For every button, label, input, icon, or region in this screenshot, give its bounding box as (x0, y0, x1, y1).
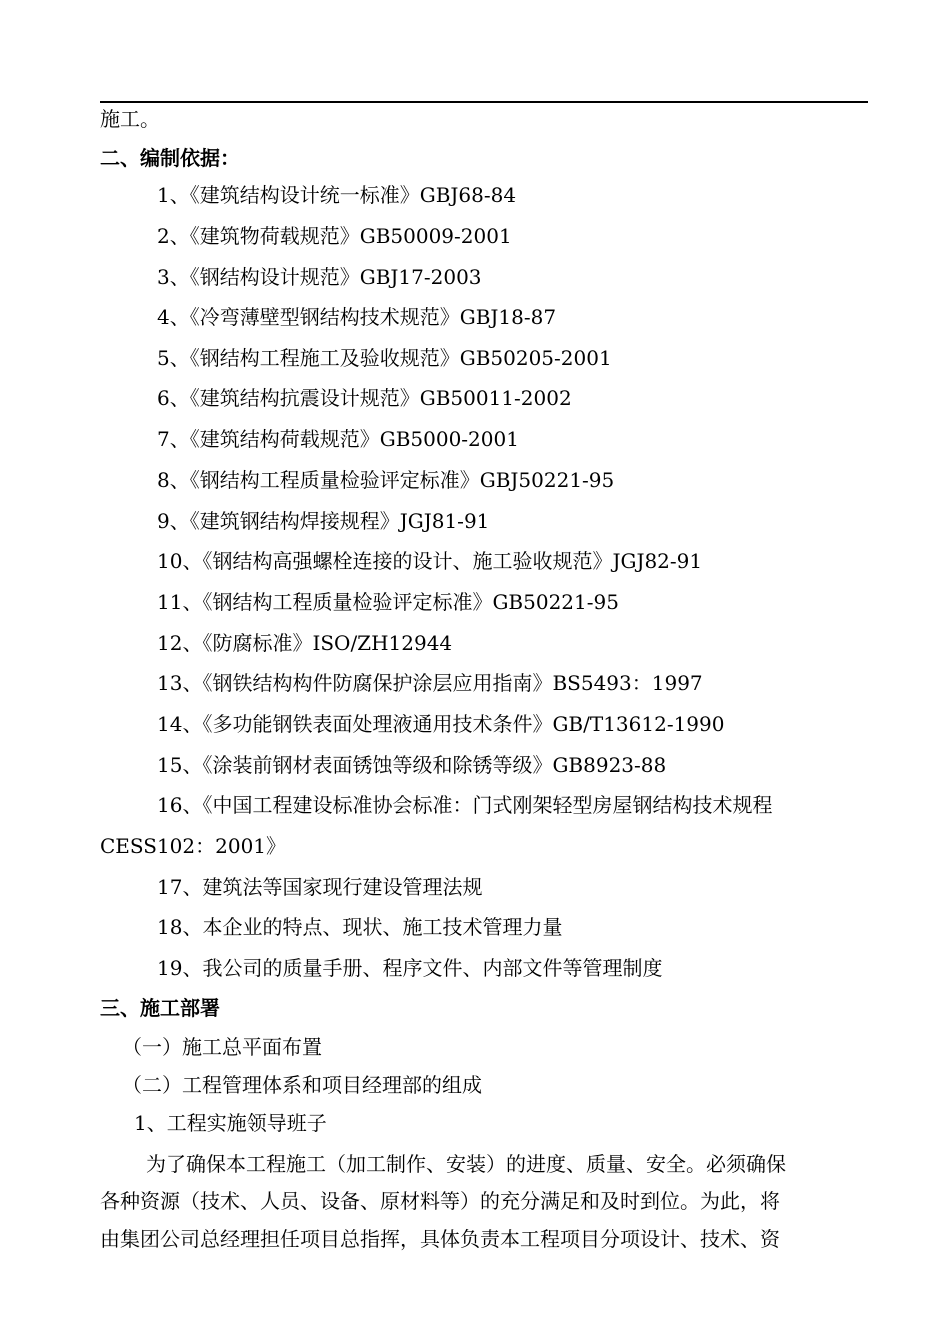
subsection-item-leadership: 1、工程实施领导班子 (134, 1111, 327, 1135)
list-item: 13、《钢铁结构构件防腐保护涂层应用指南》BS5493：1997 (157, 671, 703, 695)
section-heading-deployment: 三、施工部署 (100, 996, 220, 1020)
list-item: 11、《钢结构工程质量检验评定标准》GB50221-95 (157, 590, 619, 614)
subsection-heading-layout: （一）施工总平面布置 (122, 1035, 322, 1059)
list-item: 6、《建筑结构抗震设计规范》GB50011-2002 (157, 386, 572, 410)
list-item: 2、《建筑物荷载规范》GB50009-2001 (157, 224, 512, 248)
list-item: 7、《建筑结构荷载规范》GB5000-2001 (157, 427, 519, 451)
list-item: 15、《涂装前钢材表面锈蚀等级和除锈等级》GB8923-88 (157, 753, 667, 777)
paragraph-line: 由集团公司总经理担任项目总指挥，具体负责本工程项目分项设计、技术、资 (100, 1227, 780, 1251)
list-item: 18、本企业的特点、现状、施工技术管理力量 (157, 915, 563, 939)
list-item: 9、《建筑钢结构焊接规程》JGJ81-91 (157, 509, 490, 533)
continuation-text: 施工。 (100, 107, 160, 131)
header-rule (100, 101, 868, 103)
list-item: 10、《钢结构高强螺栓连接的设计、施工验收规范》JGJ82-91 (157, 549, 703, 573)
list-item: 14、《多功能钢铁表面处理液通用技术条件》GB/T13612-1990 (157, 712, 725, 736)
list-item: 8、《钢结构工程质量检验评定标准》GBJ50221-95 (157, 468, 615, 492)
list-item: 5、《钢结构工程施工及验收规范》GB50205-2001 (157, 346, 612, 370)
list-item: 17、建筑法等国家现行建设管理法规 (157, 875, 483, 899)
list-item-continuation: CESS102：2001》 (100, 834, 287, 858)
paragraph-line: 为了确保本工程施工（加工制作、安装）的进度、质量、安全。必须确保 (146, 1152, 786, 1176)
list-item: 4、《冷弯薄壁型钢结构技术规范》GBJ18-87 (157, 305, 557, 329)
list-item: 3、《钢结构设计规范》GBJ17-2003 (157, 265, 482, 289)
list-item: 19、我公司的质量手册、程序文件、内部文件等管理制度 (157, 956, 663, 980)
list-item: 16、《中国工程建设标准协会标准：门式刚架轻型房屋钢结构技术规程 (157, 793, 773, 817)
subsection-heading-management: （二）工程管理体系和项目经理部的组成 (122, 1073, 482, 1097)
paragraph-line: 各种资源（技术、人员、设备、原材料等）的充分满足和及时到位。为此，将 (100, 1189, 780, 1213)
section-heading-basis: 二、编制依据： (100, 146, 240, 170)
list-item: 12、《防腐标准》ISO/ZH12944 (157, 631, 453, 655)
list-item: 1、《建筑结构设计统一标准》GBJ68-84 (157, 183, 517, 207)
